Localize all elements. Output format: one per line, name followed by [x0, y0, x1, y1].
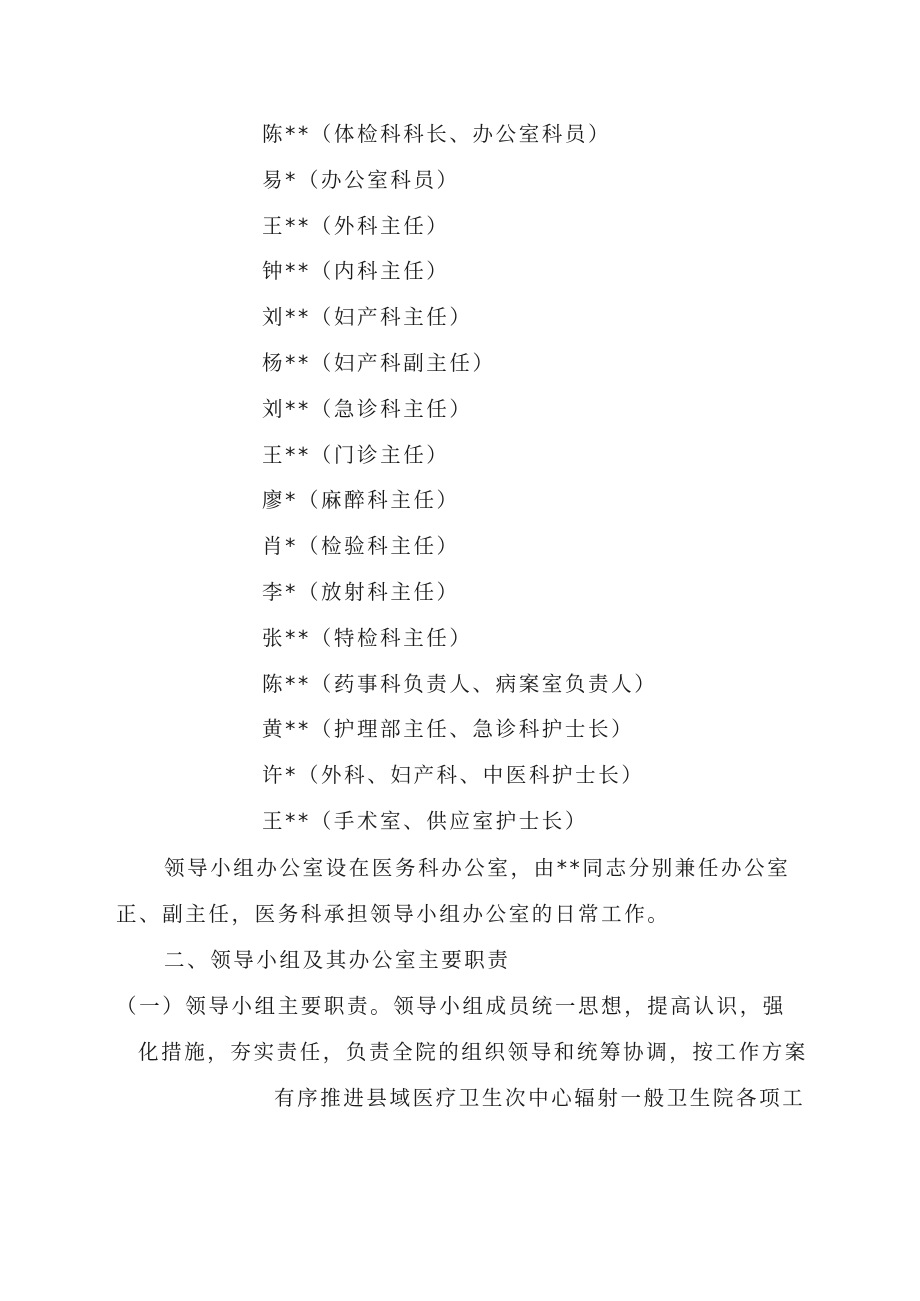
- member-item: 钟**（内科主任）: [262, 259, 450, 284]
- office-paragraph-line-1: 领导小组办公室设在医务科办公室，由**同志分别兼任办公室: [164, 856, 791, 880]
- duty-paragraph-line-1: （一）领导小组主要职责。领导小组成员统一思想，提高认识，强: [116, 994, 786, 1018]
- member-item: 张**（特检科主任）: [262, 625, 473, 650]
- duty-paragraph-line-2: 化措施，夯实责任，负责全院的组织领导和统筹协调，按工作方案: [138, 1040, 808, 1064]
- member-item: 杨**（妇产科副主任）: [262, 350, 496, 375]
- member-item: 易*（办公室科员）: [262, 167, 460, 192]
- member-item: 王**（手术室、供应室护士长）: [262, 808, 588, 833]
- member-item: 肖*（检验科主任）: [262, 534, 460, 559]
- member-item: 黄**（护理部主任、急诊科护士长）: [262, 717, 635, 742]
- member-item: 王**（外科主任）: [262, 213, 450, 238]
- member-item: 刘**（妇产科主任）: [262, 305, 473, 330]
- member-item: 许*（外科、妇产科、中医科护士长）: [262, 763, 645, 788]
- member-item: 王**（门诊主任）: [262, 442, 450, 467]
- member-list: [262, 116, 822, 849]
- member-item: 李*（放射科主任）: [262, 579, 460, 604]
- duty-paragraph-line-3: 有序推进县域医疗卫生次中心辐射一般卫生院各项工: [274, 1086, 806, 1110]
- member-item: 廖*（麻醉科主任）: [262, 488, 460, 513]
- member-item: 陈**（体检科科长、办公室科员）: [262, 122, 612, 146]
- section-heading: 二、领导小组及其办公室主要职责: [164, 948, 511, 972]
- member-item: 陈**（药事科负责人、病案室负责人）: [262, 671, 658, 696]
- member-item: 刘**（急诊科主任）: [262, 396, 473, 421]
- office-paragraph-line-2: 正、副主任，医务科承担领导小组办公室的日常工作。: [116, 902, 671, 926]
